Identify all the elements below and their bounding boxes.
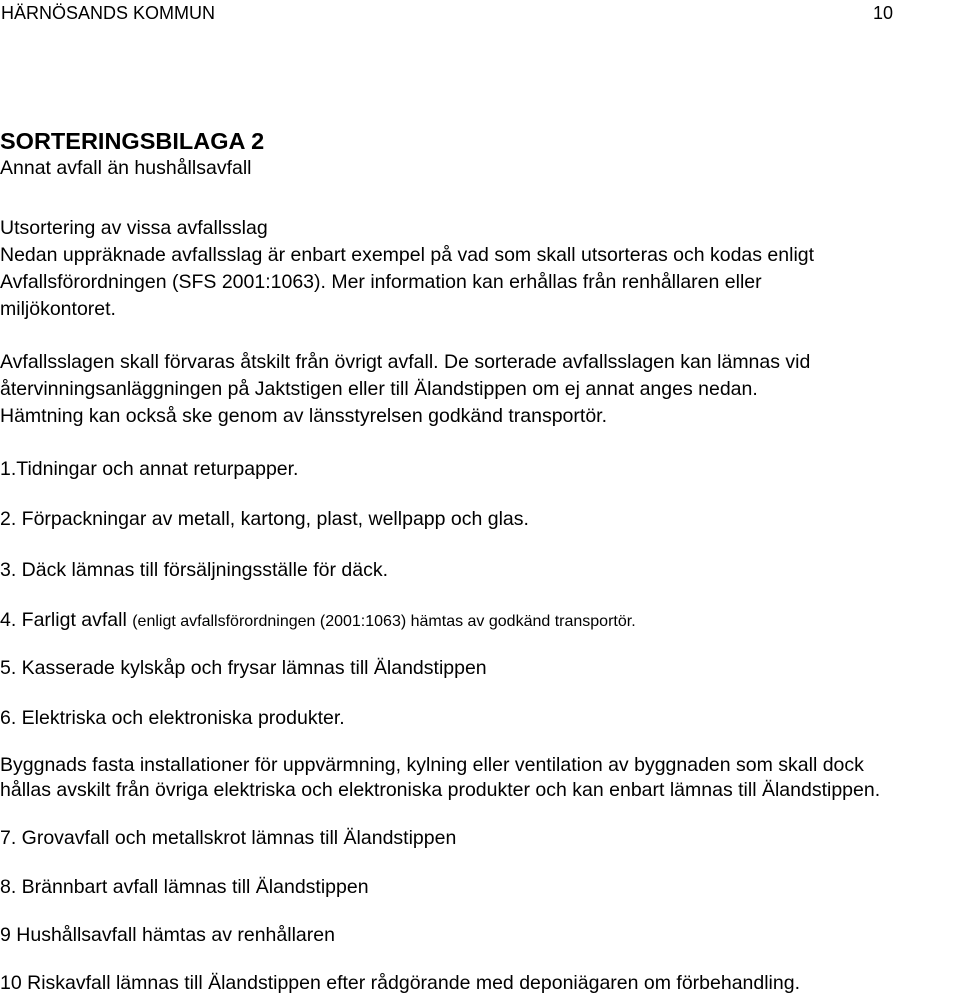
storage-line-2: återvinningsanläggningen på Jaktstigen eller till Älandstippen om ej annat anges nedan. — [0, 378, 758, 400]
list-item-4-label: 4. Farligt avfall — [0, 609, 133, 631]
section-heading: Utsortering av vissa avfallsslag — [0, 217, 268, 239]
list-item-9: 9 Hushållsavfall hämtas av renhållaren — [0, 924, 335, 946]
list-item-6-note-line-2: hållas avskilt från övriga elektriska och elektroniska produkter och kan enbart lämnas till Älandstippen. — [0, 779, 881, 801]
list-item-10: 10 Riskavfall lämnas till Älandstippen efter rådgörande med deponiägaren om förbehandling. — [0, 972, 800, 994]
list-item-5: 5. Kasserade kylskåp och frysar lämnas till Älandstippen — [0, 657, 487, 679]
list-item-6: 6. Elektriska och elektroniska produkter. — [0, 707, 345, 729]
page-number: 10 — [873, 3, 894, 23]
intro-line-1: Nedan uppräknade avfallsslag är enbart exempel på vad som skall utsorteras och kodas enligt — [0, 244, 815, 266]
list-item-8: 8. Brännbart avfall lämnas till Älandstippen — [0, 876, 369, 898]
document-title: SORTERINGSBILAGA 2 — [0, 128, 265, 154]
list-item-4 — [0, 608, 636, 634]
storage-line-1: Avfallsslagen skall förvaras åtskilt från övrigt avfall. De sorterade avfallsslagen kan lämnas vid — [0, 351, 811, 373]
intro-line-3: miljökontoret. — [0, 298, 116, 320]
list-item-1: 1.Tidningar och annat returpapper. — [0, 458, 299, 480]
document-subtitle: Annat avfall än hushållsavfall — [0, 157, 252, 179]
list-item-6-note-line-1: Byggnads fasta installationer för uppvärmning, kylning eller ventilation av byggnaden som skall dock — [0, 754, 864, 776]
storage-line-3: Hämtning kan också ske genom av länsstyrelsen godkänd transportör. — [0, 405, 607, 427]
list-item-3: 3. Däck lämnas till försäljningsställe för däck. — [0, 559, 388, 581]
header-organization: HÄRNÖSANDS KOMMUN — [1, 3, 216, 23]
list-item-2: 2. Förpackningar av metall, kartong, plast, wellpapp och glas. — [0, 508, 529, 530]
list-item-4-note: (enligt avfallsförordningen (2001:1063) hämtas av godkänd transportör. — [132, 613, 636, 630]
list-item-7: 7. Grovavfall och metallskrot lämnas till Älandstippen — [0, 827, 457, 849]
intro-line-2: Avfallsförordningen (SFS 2001:1063). Mer information kan erhållas från renhållaren eller — [0, 271, 762, 293]
